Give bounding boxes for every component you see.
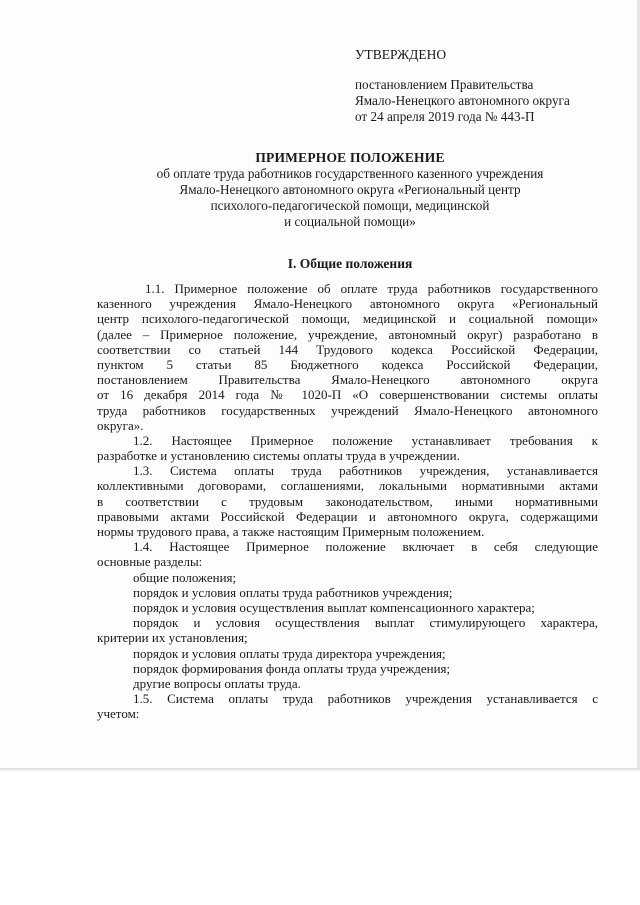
paragraph-line: разработке и установлению системы оплаты труда в учреждении. xyxy=(97,448,460,464)
document-body xyxy=(97,281,598,721)
paragraph-line: коллективными договорами, соглашениями, локальными нормативными актами xyxy=(97,478,598,494)
paragraph-line: в соответствии с трудовым законодательством, иными нормативными xyxy=(97,493,598,509)
list-item: другие вопросы оплаты труда. xyxy=(133,675,301,691)
approval-line: постановлением Правительства xyxy=(355,77,534,92)
approval-heading: УТВЕРЖДЕНО xyxy=(355,47,447,62)
document-title: ПРИМЕРНОЕ ПОЛОЖЕНИЕ xyxy=(255,150,445,165)
paragraph-line: нормы трудового права, а также настоящим Примерным положением. xyxy=(97,524,485,539)
paragraph-line: от 16 декабря 2014 года № 1020-П «О совершенствовании системы оплаты xyxy=(97,387,598,403)
paragraph-line: округа». xyxy=(97,417,144,433)
paragraph-line: 1.4. Настоящее Примерное положение включает в себя следующие xyxy=(133,539,598,555)
paragraph-line: правовыми актами Российской Федерации и автономного округа, содержащими xyxy=(97,508,598,524)
list-item: порядок и условия осуществления выплат стимулирующего характера, xyxy=(133,615,598,631)
section-heading: I. Общие положения xyxy=(287,256,413,271)
document-subtitle-line: об оплате труда работников государственного казенного учреждения xyxy=(156,166,544,181)
list-item: порядок и условия оплаты труда директора учреждения; xyxy=(133,645,446,661)
paragraph-line: соответствии со статьей 144 Трудового кодекса Российской Федерации, xyxy=(97,341,598,357)
list-item: порядок и условия осуществления выплат компенсационного характера; xyxy=(133,599,535,615)
paragraph-line: учетом: xyxy=(97,706,140,722)
approval-stamp-block xyxy=(355,47,625,125)
paragraph-line: 1.5. Система оплаты труда работников учреждения устанавливается с xyxy=(133,691,598,707)
document-subtitle-line: и социальной помощи» xyxy=(284,214,416,229)
list-item: порядок и условия оплаты труда работников учреждения; xyxy=(133,584,453,600)
paragraph-line: пунктом 5 статьи 85 Бюджетного кодекса Российской Федерации, xyxy=(97,356,598,372)
approval-line: Ямало-Ненецкого автономного округа xyxy=(355,93,570,108)
approval-line: от 24 апреля 2019 года № 443-П xyxy=(355,109,535,124)
paragraph-line: 1.2. Настоящее Примерное положение устанавливает требования к xyxy=(133,432,598,448)
page-bottom-edge xyxy=(0,768,640,771)
list-item-continuation: критерии их установления; xyxy=(97,630,248,646)
document-subtitle-line: Ямало-Ненецкого автономного округа «Региональный центр xyxy=(179,182,521,197)
list-item: общие положения; xyxy=(133,569,237,585)
paragraph-line: основные разделы: xyxy=(97,554,203,570)
paragraph-line: казенного учреждения Ямало-Ненецкого автономного округа «Региональный xyxy=(97,296,598,312)
paragraph-line: труда работников государственных учреждений Ямало-Ненецкого автономного xyxy=(97,402,598,418)
document-title-block xyxy=(60,150,640,230)
list-item: порядок формирования фонда оплаты труда учреждения; xyxy=(133,660,451,676)
document-subtitle-line: психолого-педагогической помощи, медицинской xyxy=(210,198,490,213)
paragraph-line: 1.1. Примерное положение об оплате труда работников государственного xyxy=(145,281,598,296)
paragraph-line: (далее – Примерное положение, учреждение, автономный округ) разработано в xyxy=(97,326,598,342)
paragraph-line: центр психолого-педагогической помощи, медицинской и социальной помощи» xyxy=(97,311,598,327)
paragraph-line: 1.3. Система оплаты труда работников учреждения, устанавливается xyxy=(133,463,598,479)
paragraph-line: постановлением Правительства Ямало-Ненецкого автономного округа xyxy=(97,372,598,388)
